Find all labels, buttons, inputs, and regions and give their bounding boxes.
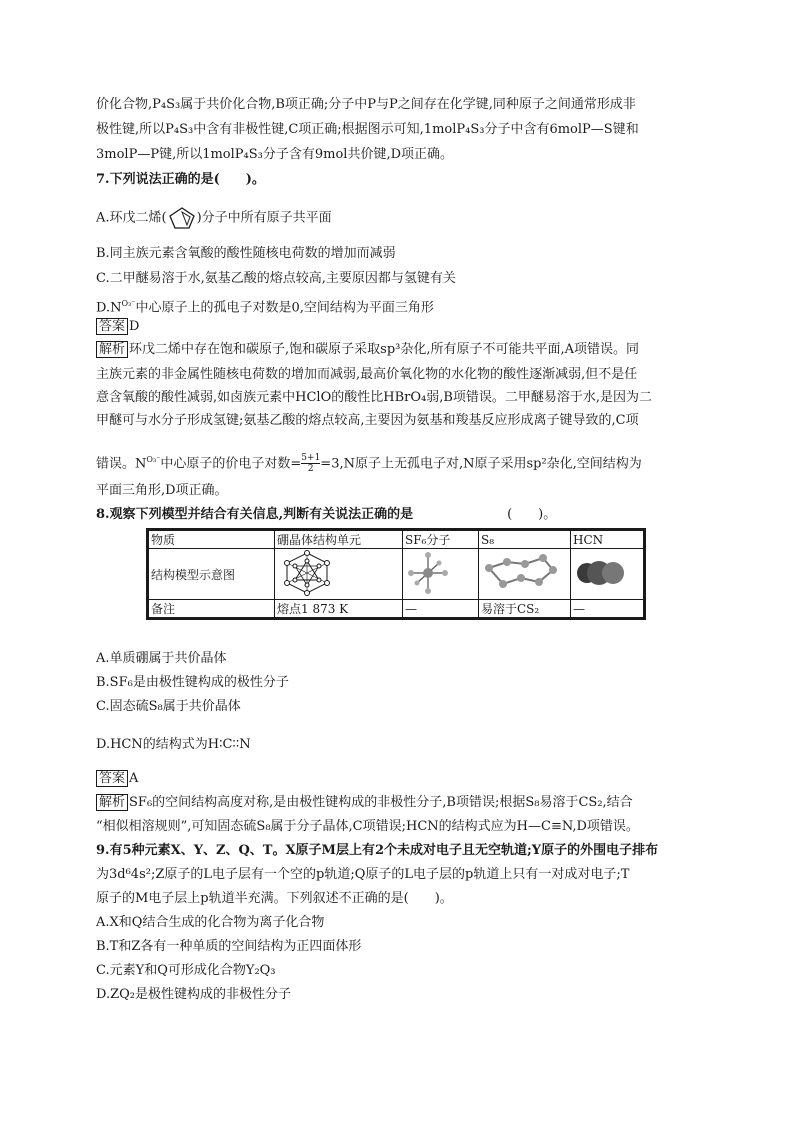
q8-answer <box>96 770 138 788</box>
q7-analysis-line-6: 平面三角形,D项正确。 <box>96 483 228 498</box>
boron-model-cell <box>275 549 403 600</box>
hcn-model-cell <box>571 549 644 600</box>
sf6-molecule-icon <box>405 550 451 596</box>
q8-analysis-line-1: 解析 SF₆的空间结构高度对称,是由极性键构成的非极性分子,B项错误;根据S₈易溶于CS₂,结合 <box>96 794 633 812</box>
structure-model-table <box>146 528 646 620</box>
table-header-cell: S₈ <box>479 531 571 549</box>
q7-analysis-line-5: 错误。$N^{O_3^-}$中心原子的价电子对数= $\frac{5+1}{2}$ =3,N原子上无孤电子对,N原子采用sp²杂化,空间结构为 <box>96 453 642 475</box>
table-header-cell: HCN <box>571 531 644 549</box>
answer-value: D <box>129 319 140 334</box>
table-header-cell: 硼晶体结构单元 <box>275 531 403 549</box>
fraction: $\frac{5+1}{2}$ <box>301 453 321 475</box>
answer-value: A <box>129 771 139 786</box>
prev-answer-line-3: 3molP—P键,所以1molP₄S₃分子含有9mol共价键,D项正确。 <box>96 147 454 162</box>
q8-stem: 8.观察下列模型并结合有关信息,判断有关说法正确的是 ( )。 <box>96 507 557 522</box>
boron-icosahedron-icon <box>277 550 337 596</box>
analysis-tag: 解析 <box>96 794 128 811</box>
analysis-tag: 解析 <box>96 341 128 358</box>
table-footer-cell: 熔点1 873 K <box>275 600 403 618</box>
hcn-formula: H∶C∶∶N <box>207 737 251 752</box>
table-header-cell: SF₆分子 <box>403 531 479 549</box>
q9-stem-line-3: 原子的M电子层上p轨道半充满。下列叙述不正确的是( )。 <box>96 891 453 906</box>
answer-tag: 答案 <box>96 318 128 335</box>
q7-a-post: )分子中所有原子共平面 <box>196 210 332 226</box>
q7-analysis-line-1: 解析 环戊二烯中存在饱和碳原子,饱和碳原子采取sp³杂化,所有原子不可能共平面,A项错误。同 <box>96 341 639 359</box>
q8-option-b: B.SF₆是由极性键构成的极性分子 <box>96 675 289 690</box>
q7-option-c: C.二甲醚易溶于水,氨基乙酸的熔点较高,主要原因都与氢键有关 <box>96 271 456 286</box>
q9-option-d: D.ZQ₂是极性键构成的非极性分子 <box>96 987 291 1002</box>
prev-answer-line-1: 价化合物,P₄S₃属于共价化合物,B项正确;分子中P与P之间存在化学键,同种原子之间通常形成非 <box>96 97 636 112</box>
q9-option-a: A.X和Q结合生成的化合物为离子化合物 <box>96 915 325 930</box>
q7-answer <box>96 318 139 336</box>
answer-tag: 答案 <box>96 770 128 787</box>
q7-analysis-line-3: 意含氧酸的酸性减弱,如卤族元素中HClO的酸性比HBrO₄弱,B项错误。二甲醚易溶于水,是因为二 <box>96 390 653 405</box>
q7-option-b: B.同主族元素含氧酸的酸性随核电荷数的增加而减弱 <box>96 246 396 261</box>
q7-stem: 7.下列说法正确的是( )。 <box>96 172 265 187</box>
hcn-spacefill-icon <box>573 553 629 593</box>
q7-option-a <box>96 206 332 230</box>
q7-a-pre: A.环戊二烯( <box>96 210 167 226</box>
table-footer-cell: — <box>403 600 479 618</box>
table-row-label: 结构模型示意图 <box>149 549 275 600</box>
sf6-model-cell <box>403 549 479 600</box>
q8-option-d: D.HCN的结构式为H∶C∶∶N <box>96 737 251 752</box>
q8-analysis-line-2: “相似相溶规则”,可知固态硫S₈属于分子晶体,C项错误;HCN的结构式应为H—C≡N,D项错误。 <box>96 819 639 834</box>
q9-stem-line-1: 9.有5种元素X、Y、Z、Q、T。X原子M层上有2个未成对电子且无空轨道;Y原子的外围电子排布 <box>96 843 659 858</box>
table-header-cell: 物质 <box>149 531 275 549</box>
s8-ring-icon <box>481 550 561 596</box>
q7-analysis-line-2: 主族元素的非金属性随核电荷数的增加而减弱,最高价氧化物的水化物的酸性逐渐减弱,但不是任 <box>96 367 638 382</box>
prev-answer-line-2: 极性键,所以P₄S₃中含有非极性键,C项正确;根据图示可知,1molP₄S₃分子中含有6molP—S键和 <box>96 122 639 137</box>
q9-option-c: C.元素Y和Q可形成化合物Y₂Q₃ <box>96 963 276 978</box>
q7-option-d: $D.N^{O_3^-}$中心原子上的孤电子对数是0,空间结构为平面三角形 <box>96 299 434 316</box>
table-footer-cell: 易溶于CS₂ <box>479 600 571 618</box>
q7-analysis-line-4: 甲醚可与水分子形成氢键;氨基乙酸的熔点较高,主要因为氨基和羧基反应形成离子键导致的,C项 <box>96 413 639 428</box>
table-footer-cell: 备注 <box>149 600 275 618</box>
q9-option-b: B.T和Z各有一种单质的空间结构为正四面体形 <box>96 939 362 954</box>
q9-stem-line-2: 为3d⁶4s²;Z原子的L电子层有一个空的p轨道;Q原子的L电子层的p轨道上只有一对成对电子;T <box>96 867 630 882</box>
table-footer-cell: — <box>571 600 644 618</box>
cyclopentadiene-icon <box>167 206 197 230</box>
s8-model-cell <box>479 549 571 600</box>
q8-option-c: C.固态硫S₈属于共价晶体 <box>96 699 241 714</box>
q8-option-a: A.单质硼属于共价晶体 <box>96 651 227 666</box>
